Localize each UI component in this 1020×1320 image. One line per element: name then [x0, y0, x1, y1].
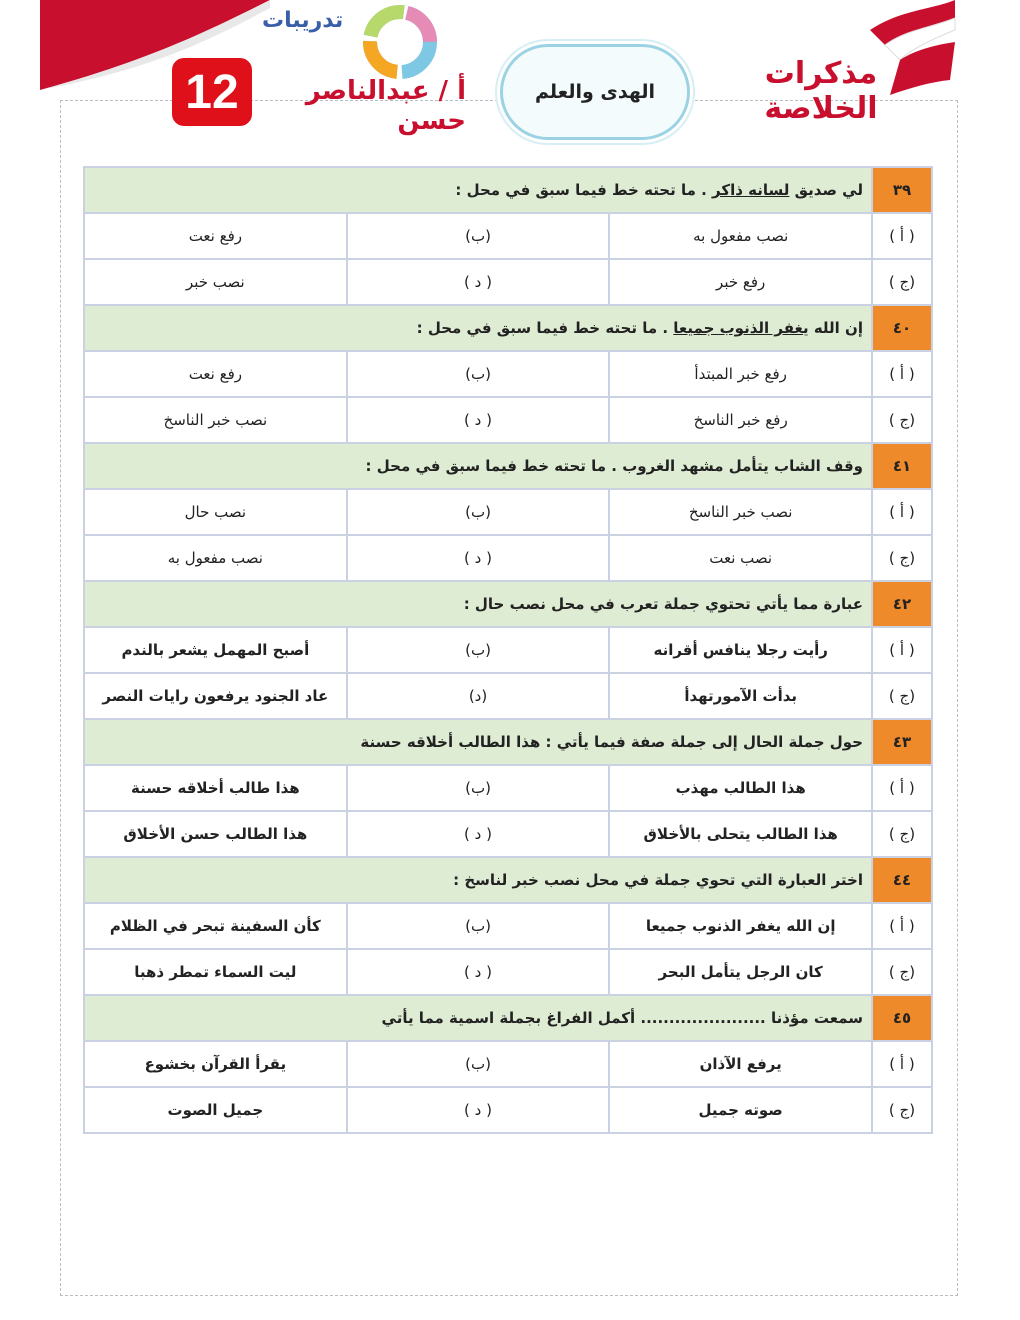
question-text-pre: سمعت مؤذنا ...................... أكمل الفراغ بجملة اسمية مما يأتي	[381, 1009, 863, 1027]
question-text	[84, 443, 872, 489]
question-text-pre: اختر العبارة التي تحوي جملة في محل نصب خبر لناسخ :	[453, 871, 863, 889]
option-label: ( أ )	[872, 351, 932, 397]
question-underlined-text: يغفر الذنوب جميعا	[673, 319, 809, 337]
question-row	[84, 167, 932, 213]
option-label: ( د )	[347, 535, 610, 581]
question-number: ٤٣	[872, 719, 932, 765]
option-choice[interactable]: نصب خبر الناسخ	[609, 489, 872, 535]
option-label: (ب)	[347, 213, 610, 259]
question-text	[84, 719, 872, 765]
option-choice[interactable]: رفع نعت	[84, 213, 347, 259]
option-label: (ج )	[872, 259, 932, 305]
option-label: ( أ )	[872, 627, 932, 673]
question-text	[84, 167, 872, 213]
question-text	[84, 995, 872, 1041]
option-label: ( د )	[347, 949, 610, 995]
question-underlined-text: لسانه ذاكر	[712, 181, 790, 199]
option-choice[interactable]: ليت السماء تمطر ذهبا	[84, 949, 347, 995]
option-row	[84, 627, 932, 673]
question-row	[84, 857, 932, 903]
option-row	[84, 489, 932, 535]
question-row	[84, 719, 932, 765]
option-label: (ب)	[347, 1041, 610, 1087]
option-label: (ج )	[872, 535, 932, 581]
option-choice[interactable]: أصبح المهمل يشعر بالندم	[84, 627, 347, 673]
option-choice[interactable]: رفع خبر الناسخ	[609, 397, 872, 443]
teacher-name: أ / عبدالناصر حسن	[305, 76, 466, 136]
option-choice[interactable]: رفع نعت	[84, 351, 347, 397]
option-choice[interactable]: نصب نعت	[609, 535, 872, 581]
option-row	[84, 213, 932, 259]
option-label: ( أ )	[872, 213, 932, 259]
question-number: ٣٩	[872, 167, 932, 213]
option-choice[interactable]: هذا الطالب حسن الأخلاق	[84, 811, 347, 857]
option-row	[84, 535, 932, 581]
option-label: ( د )	[347, 1087, 610, 1133]
option-row	[84, 397, 932, 443]
option-choice[interactable]: نصب حال	[84, 489, 347, 535]
question-text-pre: وقف الشاب يتأمل مشهد الغروب . ما تحته خط فيما سبق في محل :	[365, 457, 863, 475]
option-row	[84, 811, 932, 857]
option-label: ( أ )	[872, 489, 932, 535]
option-label: ( د )	[347, 259, 610, 305]
question-text	[84, 581, 872, 627]
option-choice[interactable]: يرفع الآذان	[609, 1041, 872, 1087]
question-number: ٤٠	[872, 305, 932, 351]
option-row	[84, 1087, 932, 1133]
option-choice[interactable]: كان الرجل يتأمل البحر	[609, 949, 872, 995]
option-label: ( د )	[347, 397, 610, 443]
option-label: (ب)	[347, 489, 610, 535]
question-text	[84, 857, 872, 903]
cloud-title: الهدى والعلم	[534, 81, 656, 103]
question-text-pre: حول جملة الحال إلى جملة صفة فيما يأتي : هذا الطالب أخلاقه حسنة	[360, 733, 863, 751]
option-choice[interactable]: صوته جميل	[609, 1087, 872, 1133]
option-choice[interactable]: هذا الطالب مهذب	[609, 765, 872, 811]
option-label: ( د )	[347, 811, 610, 857]
question-text	[84, 305, 872, 351]
option-choice[interactable]: رأيت رجلا ينافس أقرانه	[609, 627, 872, 673]
option-row	[84, 903, 932, 949]
training-label: تدريبات	[262, 8, 344, 33]
question-text-pre: إن الله	[808, 319, 863, 337]
question-row	[84, 443, 932, 489]
option-label: (ج )	[872, 673, 932, 719]
question-text-post: . ما تحته خط فيما سبق في محل :	[455, 181, 713, 199]
question-text-pre: لي صديق	[789, 181, 863, 199]
option-choice[interactable]: نصب مفعول به	[609, 213, 872, 259]
option-choice[interactable]: جميل الصوت	[84, 1087, 347, 1133]
option-row	[84, 949, 932, 995]
option-choice[interactable]: نصب خبر الناسخ	[84, 397, 347, 443]
option-choice[interactable]: بدأت الآمورتهدأ	[609, 673, 872, 719]
circle-logo-icon	[360, 2, 440, 82]
option-choice[interactable]: رفع خبر المبتدأ	[609, 351, 872, 397]
question-row	[84, 581, 932, 627]
question-number: ٤٢	[872, 581, 932, 627]
option-label: ( أ )	[872, 903, 932, 949]
option-row	[84, 673, 932, 719]
option-choice[interactable]: يقرأ القرآن بخشوع	[84, 1041, 347, 1087]
option-label: (ب)	[347, 903, 610, 949]
option-choice[interactable]: نصب خبر	[84, 259, 347, 305]
option-label: (ب)	[347, 351, 610, 397]
option-label: (ج )	[872, 397, 932, 443]
option-row	[84, 259, 932, 305]
lesson-number-badge: 12	[172, 58, 252, 126]
option-choice[interactable]: هذا الطالب يتحلى بالأخلاق	[609, 811, 872, 857]
option-choice[interactable]: نصب مفعول به	[84, 535, 347, 581]
question-text-post: . ما تحته خط فيما سبق في محل :	[416, 319, 674, 337]
question-number: ٤١	[872, 443, 932, 489]
option-label: ( أ )	[872, 765, 932, 811]
option-label: ( أ )	[872, 1041, 932, 1087]
question-number: ٤٥	[872, 995, 932, 1041]
option-label: (ب)	[347, 765, 610, 811]
brand-title: مذكرات الخلاصة	[764, 56, 878, 126]
questions-table	[83, 166, 933, 1134]
question-number: ٤٤	[872, 857, 932, 903]
option-label: (د)	[347, 673, 610, 719]
option-label: (ب)	[347, 627, 610, 673]
cloud-title-box	[500, 44, 690, 140]
option-label: (ج )	[872, 811, 932, 857]
option-label: (ج )	[872, 1087, 932, 1133]
option-choice[interactable]: عاد الجنود يرفعون رايات النصر	[84, 673, 347, 719]
option-label: (ج )	[872, 949, 932, 995]
question-row	[84, 305, 932, 351]
question-row	[84, 995, 932, 1041]
option-choice[interactable]: هذا طالب أخلاقه حسنة	[84, 765, 347, 811]
option-choice[interactable]: رفع خبر	[609, 259, 872, 305]
option-choice[interactable]: إن الله يغفر الذنوب جميعا	[609, 903, 872, 949]
option-choice[interactable]: كأن السفينة تبحر في الظلام	[84, 903, 347, 949]
question-text-pre: عبارة مما يأتي تحتوي جملة تعرب في محل نصب حال :	[463, 595, 863, 613]
option-row	[84, 1041, 932, 1087]
option-row	[84, 351, 932, 397]
option-row	[84, 765, 932, 811]
